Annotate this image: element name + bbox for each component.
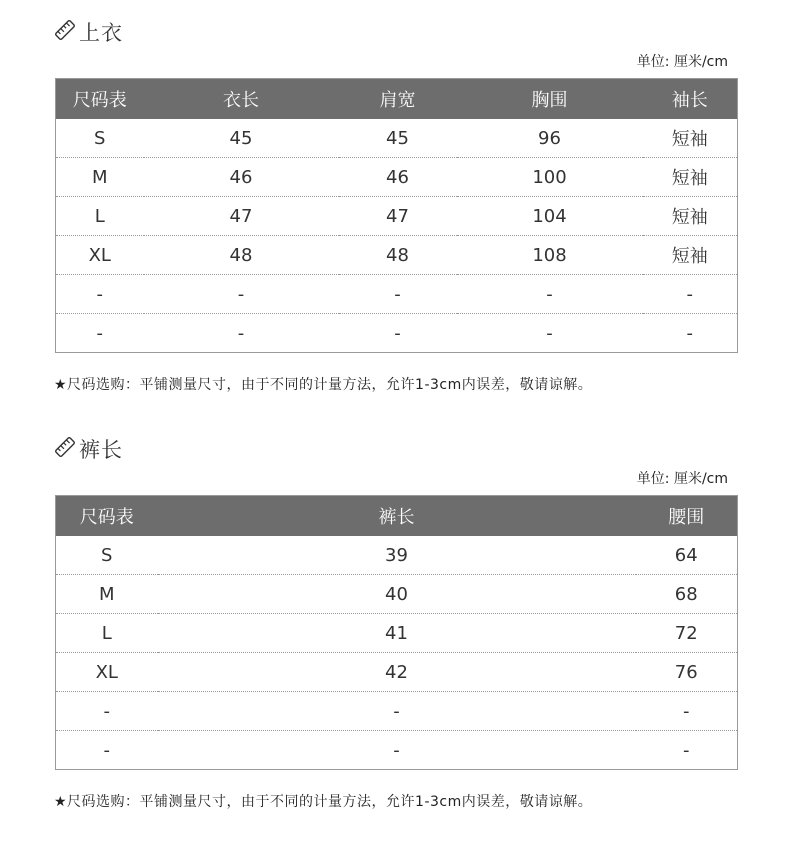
table-row xyxy=(56,197,738,236)
table-cell: 72 xyxy=(636,614,738,653)
table-cell: - xyxy=(339,275,457,314)
table-cell: M xyxy=(56,575,158,614)
table-cell: - xyxy=(103,739,110,761)
top-section-title xyxy=(54,18,123,46)
table-cell: 104 xyxy=(457,197,643,236)
table-header-row xyxy=(56,79,738,120)
top-unit-label: 单位: 厘米/cm xyxy=(636,54,728,70)
table-cell: - xyxy=(394,322,401,344)
table-cell: 41 xyxy=(158,614,636,653)
table-cell: 96 xyxy=(457,119,643,158)
table-cell: 48 xyxy=(339,236,457,275)
table-row xyxy=(56,731,738,770)
table-cell: 45 xyxy=(339,119,457,158)
header-cell: 肩宽 xyxy=(339,79,457,120)
table-cell: 40 xyxy=(158,575,636,614)
table-cell: - xyxy=(636,692,738,731)
ruler-icon xyxy=(54,436,79,463)
table-row xyxy=(56,158,738,197)
pants-unit-label: 单位: 厘米/cm xyxy=(636,471,728,487)
table-cell: 46 xyxy=(144,158,339,197)
table-row xyxy=(56,692,738,731)
pants-title-text: 裤长 xyxy=(79,438,123,462)
header-cell: 腰围 xyxy=(636,496,738,537)
table-cell: 47 xyxy=(144,197,339,236)
pants-section-title xyxy=(54,435,123,463)
table-cell: - xyxy=(96,322,103,344)
table-cell: 76 xyxy=(636,653,738,692)
table-cell: M xyxy=(56,158,144,197)
table-cell: S xyxy=(56,536,158,575)
table-cell: - xyxy=(158,692,636,731)
table-cell: - xyxy=(237,322,245,344)
table-row xyxy=(56,236,738,275)
table-cell: 47 xyxy=(339,197,457,236)
table-cell: 46 xyxy=(339,158,457,197)
table-cell: - xyxy=(393,739,400,761)
table-cell: - xyxy=(643,275,738,314)
top-size-table xyxy=(55,78,738,353)
table-cell: 短袖 xyxy=(643,197,738,236)
table-row xyxy=(56,575,738,614)
table-cell: L xyxy=(56,614,158,653)
header-cell: 袖长 xyxy=(643,79,738,120)
table-row xyxy=(56,119,738,158)
table-cell: 短袖 xyxy=(643,119,738,158)
ruler-icon xyxy=(54,19,79,46)
pants-size-table xyxy=(55,495,738,770)
table-header-row xyxy=(56,496,738,537)
table-cell: S xyxy=(56,119,144,158)
table-cell: 短袖 xyxy=(643,158,738,197)
table-cell: - xyxy=(683,739,690,761)
table-row xyxy=(56,314,738,353)
header-cell: 尺码表 xyxy=(56,79,144,120)
table-cell: XL xyxy=(56,236,144,275)
table-cell: - xyxy=(546,322,553,344)
table-cell: - xyxy=(457,275,643,314)
table-cell: - xyxy=(686,322,693,344)
pants-measure-note: ★尺码选购：平铺测量尺寸，由于不同的计量方法，允许1-3cm内误差，敬请谅解。 xyxy=(54,794,593,810)
table-cell: 100 xyxy=(457,158,643,197)
table-cell: 108 xyxy=(457,236,643,275)
table-cell: 短袖 xyxy=(643,236,738,275)
top-title-text: 上衣 xyxy=(79,21,123,45)
table-row xyxy=(56,275,738,314)
table-cell: - xyxy=(56,692,158,731)
table-cell: - xyxy=(144,275,339,314)
table-cell: XL xyxy=(56,653,158,692)
header-cell: 衣长 xyxy=(144,79,339,120)
table-cell: 39 xyxy=(158,536,636,575)
header-cell: 尺码表 xyxy=(56,496,158,537)
table-cell: - xyxy=(56,275,144,314)
table-cell: 68 xyxy=(636,575,738,614)
table-cell: 45 xyxy=(144,119,339,158)
header-cell: 胸围 xyxy=(457,79,643,120)
table-cell: 48 xyxy=(144,236,339,275)
table-row xyxy=(56,536,738,575)
table-row xyxy=(56,653,738,692)
header-cell: 裤长 xyxy=(158,496,636,537)
top-measure-note: ★尺码选购：平铺测量尺寸，由于不同的计量方法，允许1-3cm内误差，敬请谅解。 xyxy=(54,377,593,393)
table-cell: 64 xyxy=(636,536,738,575)
table-cell: L xyxy=(56,197,144,236)
table-row xyxy=(56,614,738,653)
table-cell: 42 xyxy=(158,653,636,692)
